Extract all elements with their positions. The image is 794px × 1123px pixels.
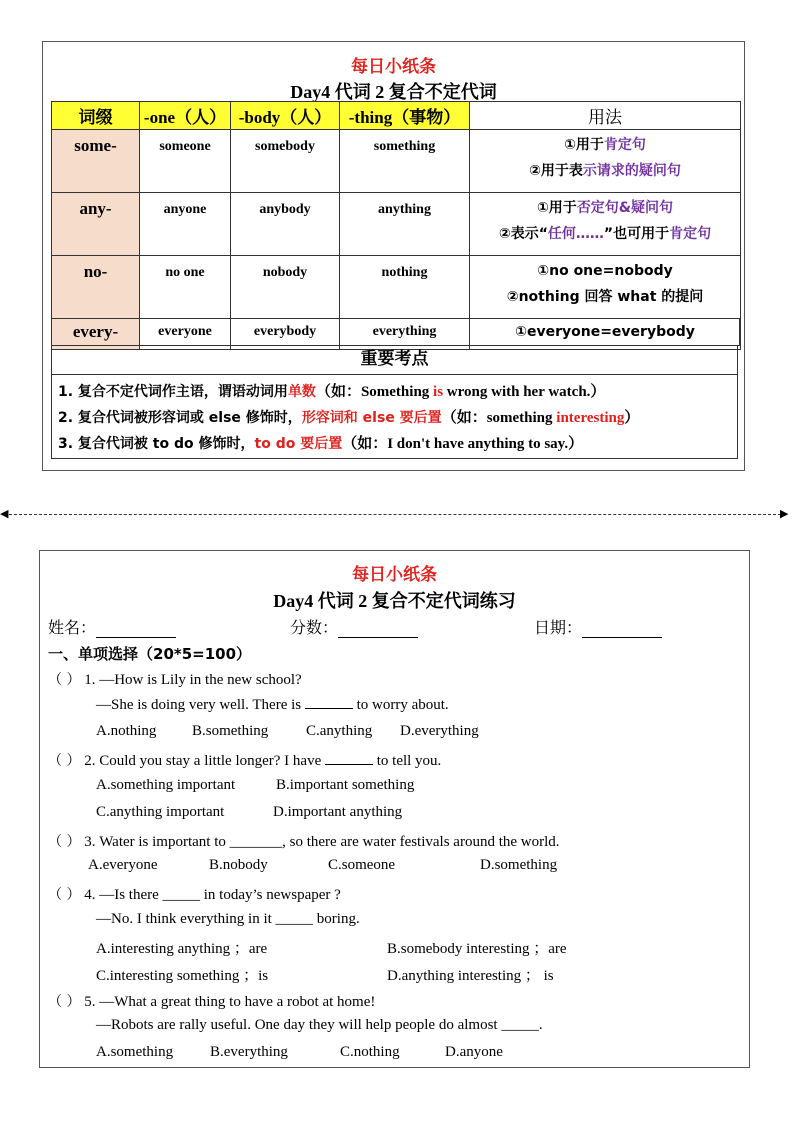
question-text: 2. Could you stay a little longer? I have	[84, 753, 325, 769]
date-field[interactable]	[534, 615, 662, 638]
question-text: to worry about.	[352, 697, 449, 713]
answer-blank[interactable]	[305, 696, 353, 709]
grammar-note-card	[42, 41, 745, 471]
option-a[interactable]: A.interesting anything ；are	[96, 941, 268, 957]
word-cell: something	[340, 130, 470, 193]
word-cell: anything	[340, 193, 470, 256]
prefix-cell: any-	[52, 193, 140, 256]
key-point-1	[58, 379, 737, 405]
question-5	[48, 991, 375, 1011]
answer-paren[interactable]: （ ）	[48, 887, 81, 903]
card-subtitle: Day4 代词 2 复合不定代词	[290, 82, 497, 102]
prefix-cell: some-	[52, 130, 140, 193]
word-cell: somebody	[231, 130, 340, 193]
usage-text: ①no one=nobody	[537, 263, 673, 279]
kp-highlight: interesting	[556, 410, 625, 426]
key-point-2	[58, 405, 737, 431]
word-cell: everybody	[231, 319, 340, 350]
word-cell: nobody	[231, 256, 340, 319]
score-field[interactable]	[290, 615, 418, 638]
word-cell: nothing	[340, 256, 470, 319]
question-4	[48, 884, 341, 904]
option-a[interactable]: A.everyone	[88, 857, 158, 873]
card-subtitle: Day4 代词 2 复合不定代词练习	[273, 591, 516, 611]
table-row	[52, 193, 741, 256]
word-cell: someone	[140, 130, 231, 193]
kp-text: （如：I don't have anything to say.）	[342, 436, 584, 452]
question-2	[48, 750, 441, 770]
word-cell: no one	[140, 256, 231, 319]
question-5-line2: —Robots are rally useful. One day they will help people do almost _____.	[96, 1017, 543, 1033]
card-title: 每日小纸条	[351, 57, 436, 77]
question-text: to tell you.	[372, 753, 442, 769]
date-blank[interactable]	[582, 623, 662, 638]
option-c[interactable]: C.nothing	[340, 1044, 400, 1060]
name-label: 姓名：	[48, 618, 97, 637]
option-b[interactable]: B.somebody interesting ；are	[387, 941, 567, 957]
question-text: 1. —How is Lily in the new school?	[84, 672, 302, 688]
option-d[interactable]: D.anything interesting ； is	[387, 968, 554, 984]
empty-row	[51, 319, 740, 346]
answer-blank[interactable]	[325, 752, 373, 765]
usage-text: ②nothing 回答 what 的提问	[506, 289, 704, 305]
usage-text: ②表示“	[498, 226, 548, 242]
question-text: —She is doing very well. There is	[96, 697, 305, 713]
option-b[interactable]: B.everything	[210, 1044, 288, 1060]
date-label: 日期：	[534, 618, 583, 637]
section-heading: 一、单项选择（20*5=100）	[48, 645, 252, 663]
kp-text: ）	[624, 410, 640, 426]
kp-text: （如：something	[441, 410, 557, 426]
option-a[interactable]: A.nothing	[96, 723, 157, 739]
usage-highlight: 示请求的疑问句	[582, 163, 681, 179]
answer-paren[interactable]: （ ）	[48, 753, 81, 769]
option-b[interactable]: B.nobody	[209, 857, 268, 873]
key-point-3	[58, 431, 737, 457]
question-text: 5. —What a great thing to have a robot at home!	[84, 994, 376, 1010]
usage-text: ①用于	[564, 137, 604, 153]
usage-highlight: 肯定句	[603, 137, 646, 153]
question-1-line2	[96, 696, 449, 714]
arrow-right-icon: ▶	[780, 508, 789, 520]
usage-cell	[470, 193, 741, 256]
key-points-box	[51, 345, 738, 459]
question-4-line2: —No. I think everything in it _____ boring.	[96, 911, 360, 927]
option-c[interactable]: C.someone	[328, 857, 396, 873]
answer-paren[interactable]: （ ）	[48, 994, 81, 1010]
usage-highlight: 肯定句	[669, 226, 712, 242]
header-body: -body（人）	[231, 102, 340, 130]
table-row	[52, 256, 741, 319]
usage-text: ①用于	[536, 200, 577, 216]
option-c[interactable]: C.interesting something ；is	[96, 968, 269, 984]
cut-line	[4, 514, 786, 515]
kp-text: 1. 复合不定代词作主语，谓语动词用	[58, 384, 288, 400]
option-c[interactable]: C.anything important	[96, 804, 225, 820]
word-cell: everything	[340, 319, 470, 350]
table-row	[52, 130, 741, 193]
header-affix: 词缀	[52, 102, 140, 130]
usage-cell	[470, 130, 741, 193]
kp-text: （如：Something	[315, 384, 434, 400]
usage-text: ②用于表	[529, 163, 583, 179]
option-b[interactable]: B.something	[192, 723, 269, 739]
question-3	[48, 831, 560, 851]
option-d[interactable]: D.important anything	[273, 804, 403, 820]
word-cell: anyone	[140, 193, 231, 256]
usage-cell	[470, 256, 741, 319]
usage-highlight: 否定句&疑问句	[576, 200, 674, 216]
kp-highlight: 单数	[287, 384, 316, 400]
usage-text: ”也可用于	[603, 226, 670, 242]
kp-highlight: to do 要后置	[254, 436, 343, 452]
kp-text: wrong with her watch.）	[443, 384, 606, 400]
card-title: 每日小纸条	[352, 565, 437, 585]
prefix-cell: no-	[52, 256, 140, 319]
name-blank[interactable]	[96, 623, 176, 638]
option-d[interactable]: D.everything	[400, 723, 479, 739]
answer-paren[interactable]: （ ）	[48, 672, 81, 688]
usage-highlight: 任何……	[547, 226, 604, 242]
question-text: 3. Water is important to _______, so there are water festivals around the world.	[84, 834, 560, 850]
answer-paren[interactable]: （ ）	[48, 834, 81, 850]
header-thing: -thing（事物）	[340, 102, 470, 130]
option-b[interactable]: B.important something	[276, 777, 415, 793]
kp-text: 2. 复合代词被形容词或 else 修饰时，	[58, 410, 302, 426]
table-header-row	[52, 102, 741, 130]
usage-cell: ①everyone=everybody	[470, 319, 741, 350]
score-label: 分数：	[290, 618, 339, 637]
compound-pronoun-table	[51, 101, 741, 350]
arrow-left-icon: ◀	[0, 508, 9, 520]
word-cell: everyone	[140, 319, 231, 350]
option-c[interactable]: C.anything	[306, 723, 373, 739]
option-a[interactable]: A.something important	[96, 777, 236, 793]
kp-text: 3. 复合代词被 to do 修饰时，	[58, 436, 255, 452]
option-d[interactable]: D.something	[480, 857, 558, 873]
question-1	[48, 669, 302, 689]
name-field[interactable]	[48, 615, 176, 638]
word-cell: anybody	[231, 193, 340, 256]
header-one: -one（人）	[140, 102, 231, 130]
option-d[interactable]: D.anyone	[445, 1044, 503, 1060]
kp-highlight: is	[433, 384, 444, 400]
exercise-card	[39, 550, 750, 1068]
kp-highlight: 形容词和 else 要后置	[301, 410, 442, 426]
prefix-cell: every-	[52, 319, 140, 350]
question-text: 4. —Is there _____ in today’s newspaper ?	[84, 887, 341, 903]
option-a[interactable]: A.something	[96, 1044, 174, 1060]
key-points-title: 重要考点	[52, 345, 737, 375]
header-usage: 用法	[470, 102, 741, 130]
score-blank[interactable]	[338, 623, 418, 638]
